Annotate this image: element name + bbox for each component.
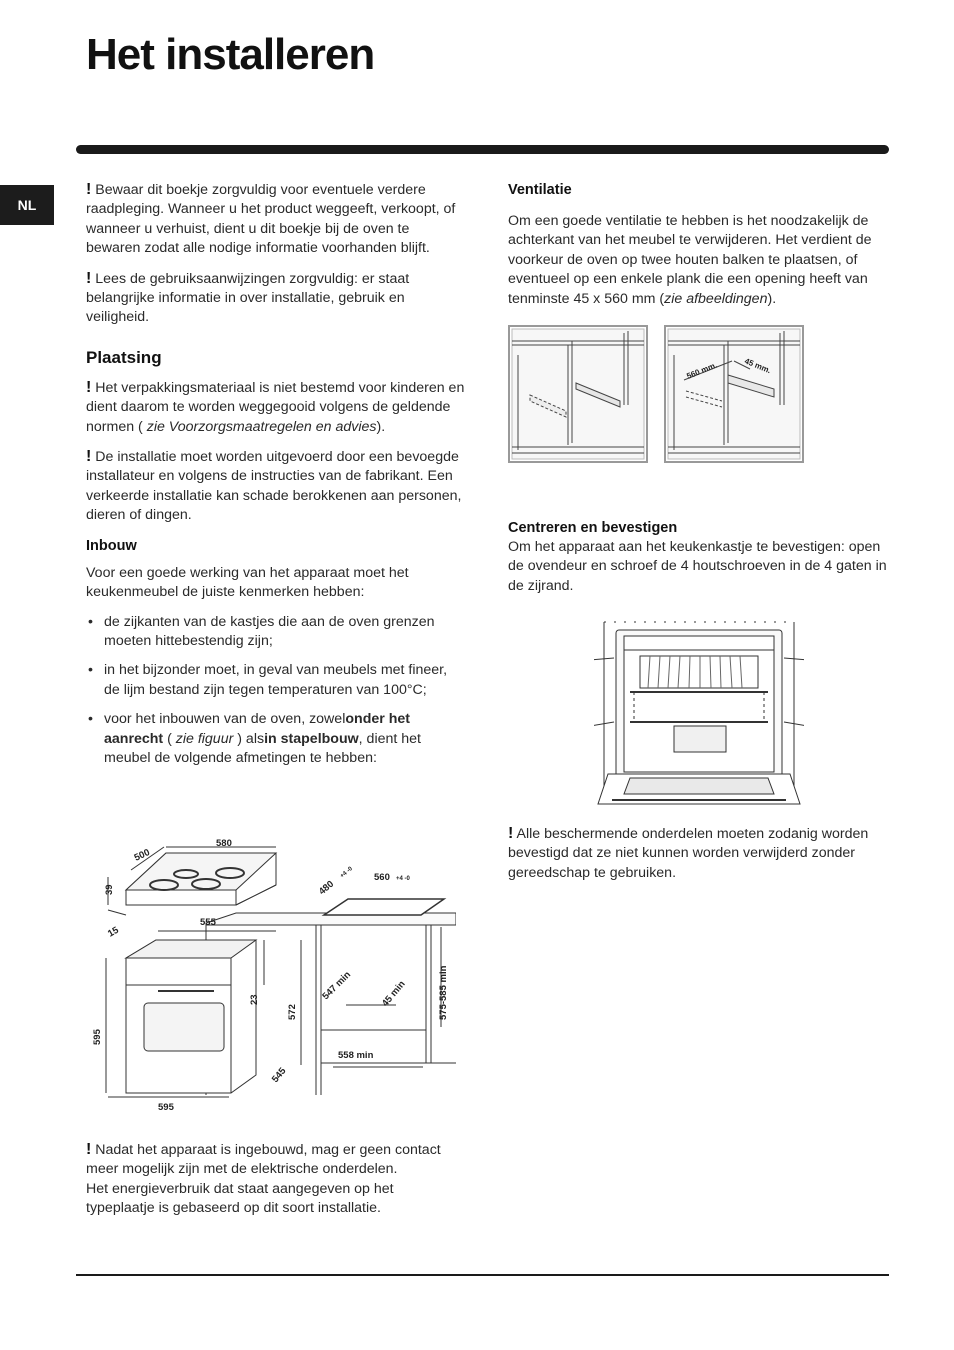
- dim-560: 560: [374, 872, 390, 883]
- dim-547-min: 547 min: [320, 969, 354, 1003]
- protection-note-paragraph: [508, 824, 890, 883]
- warning-mark: !: [86, 378, 92, 396]
- warning-mark: !: [508, 825, 514, 842]
- dim-595-height: 595: [92, 1029, 103, 1045]
- intro-paragraph-1: [86, 180, 466, 259]
- warning-mark: !: [86, 448, 92, 466]
- inbouw-heading: Inbouw: [86, 537, 137, 554]
- dim-572: 572: [287, 1004, 298, 1020]
- inbouw-dimension-diagram: [86, 835, 456, 1115]
- oven-mounting-figure: [594, 616, 804, 812]
- footer-rule: [76, 1274, 889, 1276]
- centreren-section: [508, 520, 890, 596]
- installation-note-text-1: Nadat het apparaat is ingebouwd, mag er geen contact meer mogelijk zijn met de elektrische onderdelen.: [86, 1142, 441, 1178]
- plaatsing-reference: zie Voorzorgsmaatregelen en advies: [146, 418, 377, 435]
- header-rule: [76, 145, 889, 154]
- dim-23: 23: [249, 994, 260, 1005]
- dim-545: 545: [269, 1065, 289, 1085]
- plaatsing-text-1a: Het verpakkingsmateriaal is niet bestemd voor kinderen en dient daarom te worden weggegooid volgens de geldende normen (: [86, 379, 465, 435]
- ventilatie-paragraph: [508, 212, 890, 309]
- bullet3-bold-b: in stapelbouw: [264, 730, 359, 747]
- installation-note-paragraph: [86, 1140, 466, 1180]
- ventilation-figure-plank: [664, 325, 804, 463]
- dim-558-min: 558 min: [338, 1050, 374, 1061]
- right-column: [508, 180, 890, 881]
- dim-560-tolerance: +4 -0: [396, 876, 410, 882]
- centreren-heading: Centreren en bevestigen: [508, 520, 678, 536]
- plank-opening-560: 560 mm.: [685, 360, 719, 381]
- bullet3-text-e: ) als: [233, 730, 265, 747]
- page-title: Het installeren: [86, 30, 375, 79]
- dim-39: 39: [104, 884, 115, 895]
- installation-note: [86, 1140, 466, 1219]
- dim-555: 555: [200, 917, 216, 928]
- intro-text-2: Lees de gebruiksaanwijzingen zorgvuldig: er staat belangrijke informatie in over installatie, gebruik en veiligheid.: [86, 270, 410, 326]
- dim-480-tolerance: +4 -0: [339, 866, 354, 880]
- dim-580: 580: [216, 838, 232, 849]
- plaatsing-heading: Plaatsing: [86, 347, 162, 367]
- ventilation-figures: [508, 325, 890, 463]
- list-item: [86, 710, 466, 768]
- bullet3-reference: zie figuur: [175, 730, 234, 747]
- language-tab: NL: [0, 185, 54, 225]
- list-item: • in het bijzonder moet, in geval van meubels met fineer, de lijm bestand zijn tegen temperaturen van 100°C;: [86, 661, 466, 700]
- plaatsing-paragraph-1: [86, 378, 466, 437]
- ventilatie-reference: zie afbeeldingen: [664, 290, 768, 307]
- ventilatie-text-b: ).: [767, 290, 777, 307]
- dim-45-min: 45 min: [379, 978, 408, 1009]
- plaatsing-text-1b: ).: [376, 418, 386, 435]
- list-item: • de zijkanten van de kastjes die aan de oven grenzen moeten hittebestendig zijn;: [86, 613, 466, 652]
- bullet3-bold-a: onder het aanrecht: [104, 711, 410, 747]
- plaatsing-text-2: De installatie moet worden uitgevoerd door een bevoegde installateur en volgens de instructies van de fabrikant. Een verkeerde installatie kan schade berokkenen aan personen, dieren of dingen.: [86, 449, 462, 524]
- centreren-paragraph: Om het apparaat aan het keukenkastje te bevestigen: open de ovendeur en schroef de 4 houtschroeven in de 4 gaten in de zijrand.: [508, 539, 887, 594]
- intro-text-1: Bewaar dit boekje zorgvuldig voor eventuele verdere raadpleging. Wanneer u het product weggeeft, verkoopt, of wanneer u verhuist, dient u dit boekje bij de oven te bewaren zodat alle nodige informatie voorhanden blijft.: [86, 182, 456, 257]
- bullet3-text-c: (: [163, 730, 176, 747]
- left-column: [86, 180, 466, 1217]
- dim-575-585-min: 575-585 min: [438, 965, 449, 1020]
- warning-mark: !: [86, 181, 92, 198]
- ventilatie-text-a: Om een goede ventilatie te hebben is het noodzakelijk de achterkant van het meubel te verwijderen. Het verdient de voorkeur de oven op twee houten balken te plaatsen, of eventueel op een enkele plank die een opening heeft van tenminste 45 x 560 mm (: [508, 213, 872, 307]
- dim-480: 480: [316, 878, 337, 898]
- dim-500: 500: [132, 847, 152, 864]
- plank-opening-45: 45 mm.: [743, 356, 773, 376]
- intro-paragraph-2: [86, 269, 466, 328]
- inbouw-requirements-list: [86, 613, 466, 769]
- plaatsing-paragraph-2: [86, 447, 466, 526]
- warning-mark: !: [86, 1141, 92, 1158]
- energy-note: Het energieverbruik dat staat aangegeven op het typeplaatje is gebaseerd op dit soort installatie.: [86, 1180, 394, 1217]
- dim-15: 15: [106, 924, 121, 940]
- ventilatie-heading: Ventilatie: [508, 182, 572, 198]
- bullet3-text-g: , dient het meubel de volgende afmetingen te hebben:: [104, 730, 421, 766]
- ventilation-figure-beams: [508, 325, 648, 463]
- dim-595-width: 595: [158, 1102, 174, 1113]
- warning-mark: !: [86, 269, 92, 287]
- bullet3-text-a: voor het inbouwen van de oven, zowel: [104, 711, 346, 728]
- protection-note-text: Alle beschermende onderdelen moeten zodanig worden bevestigd dat ze niet kunnen worden verwijderd zonder gereedschap te gebruiken.: [508, 826, 869, 881]
- protection-note: [508, 824, 890, 883]
- inbouw-intro: Voor een goede werking van het apparaat moet het keukenmeubel de juiste kenmerken hebben:: [86, 564, 409, 601]
